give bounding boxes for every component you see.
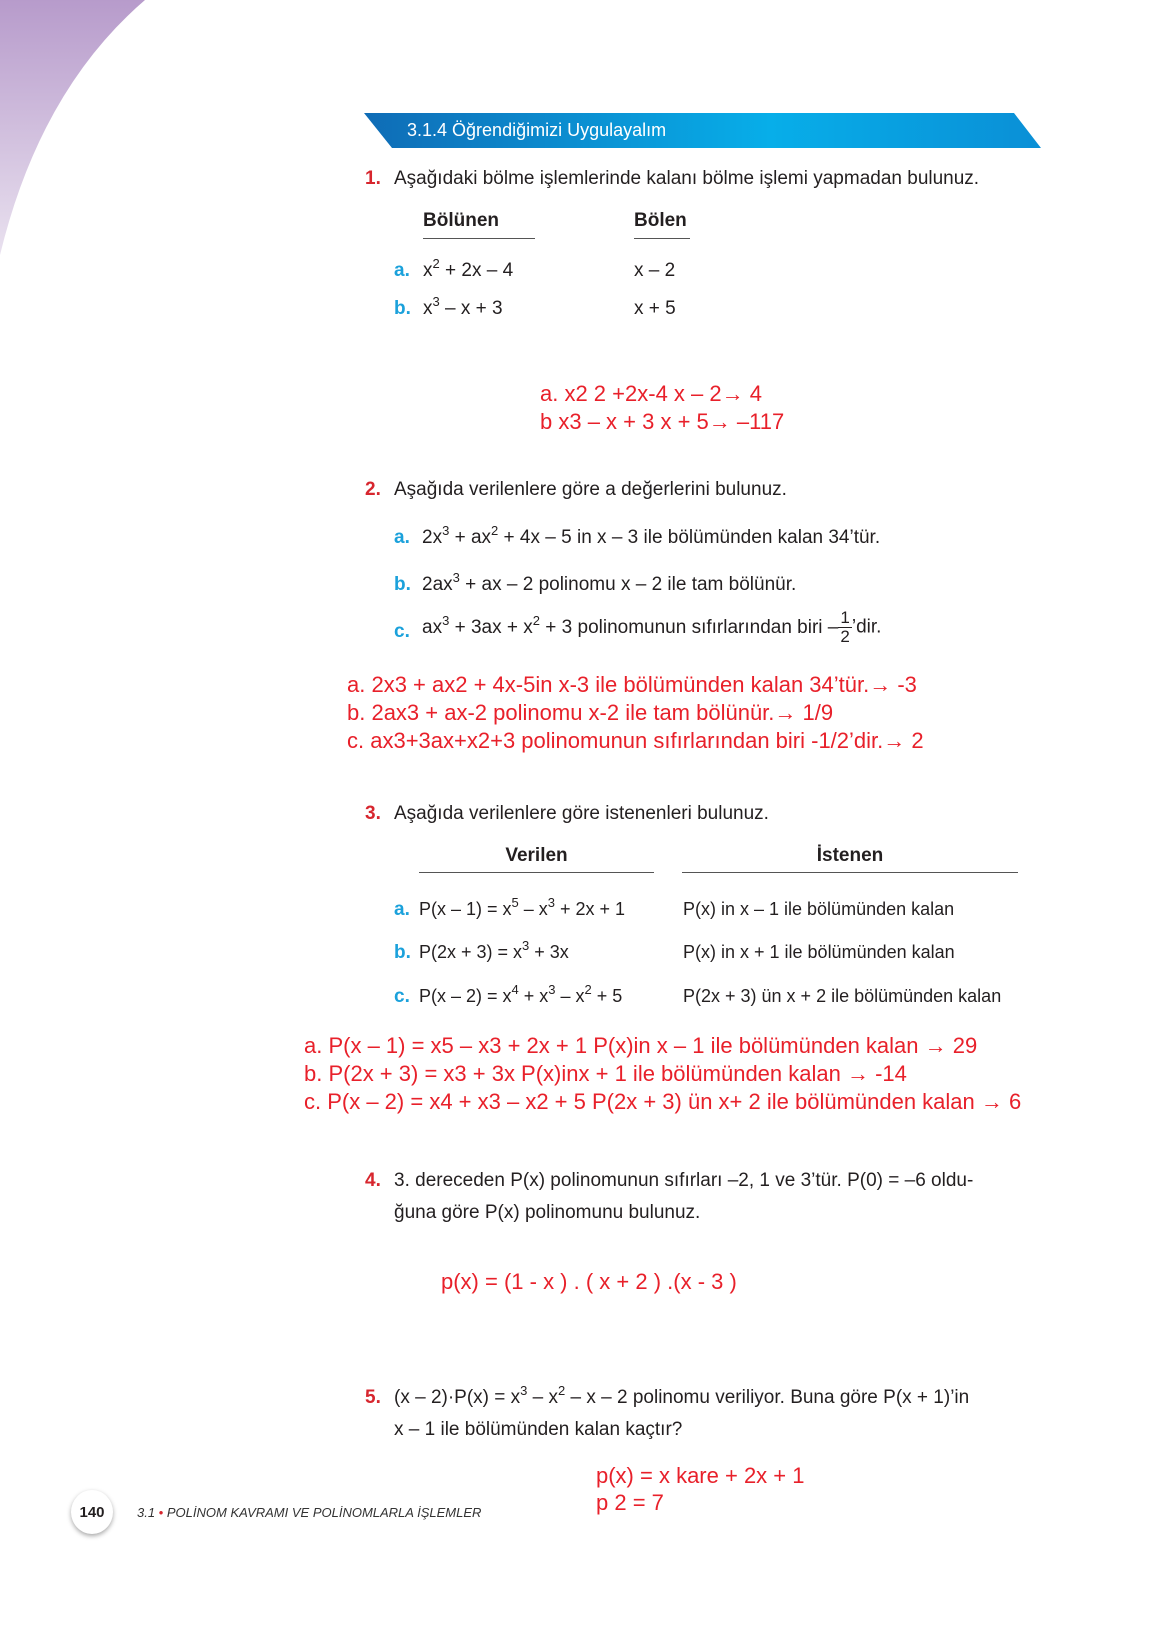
fraction-numerator: 1	[840, 608, 850, 627]
divider	[419, 872, 654, 873]
question-number: 4.	[365, 1170, 381, 1191]
exponent: 2	[558, 1383, 566, 1398]
expr-text: – x – 2 polinomu veriliyor. Buna göre P(x + 1)’in	[565, 1387, 970, 1408]
bullet: •	[158, 1505, 164, 1520]
exponent: 3	[442, 612, 450, 628]
question-text: Aşağıdaki bölme işlemlerinde kalanı bölme işlemi yapmadan bulunuz.	[394, 168, 980, 189]
divisor-expr: x – 2	[634, 260, 676, 281]
expr-text: + 3x	[529, 942, 569, 962]
divider	[423, 238, 535, 239]
exponent: 3	[547, 895, 556, 910]
expr-text: P(x – 1) = x	[419, 899, 512, 919]
expr	[422, 612, 839, 638]
question-text: ğuna göre P(x) polinomunu bulunuz.	[394, 1202, 701, 1223]
exponent: 3	[432, 294, 440, 309]
expr-text: x	[423, 298, 433, 319]
item-letter: a.	[394, 899, 410, 920]
exponent: 3	[548, 982, 556, 997]
expr-text: (x – 2)·P(x) = x	[394, 1387, 521, 1408]
corner-decoration	[0, 0, 200, 270]
divisor-expr: x + 5	[634, 298, 676, 319]
handwritten-answer: b x3 – x + 3 x + 5→ –117	[540, 409, 785, 434]
item-letter: a.	[394, 260, 410, 281]
question-number: 1.	[365, 168, 381, 189]
given-expr	[419, 895, 626, 920]
question-number: 5.	[365, 1387, 381, 1408]
handwritten-answer: b. P(2x + 3) = x3 + 3x P(x)inx + 1 ile bölümünden kalan → -14	[304, 1061, 907, 1086]
question-text: Aşağıda verilenlere göre istenenleri bulunuz.	[394, 803, 769, 824]
handwritten-answer: a. 2x3 + ax2 + 4x-5in x-3 ile bölümünden kalan 34’tür.→ -3	[347, 672, 917, 697]
exponent: 2	[532, 612, 540, 628]
exponent: 3	[442, 523, 450, 538]
item-letter: c.	[394, 621, 410, 642]
item-expr	[422, 523, 881, 549]
exponent: 3	[520, 1383, 528, 1398]
expr-text: – x	[555, 986, 585, 1006]
expr-text: 2x	[422, 527, 443, 548]
divider	[682, 872, 1018, 873]
expr-text: + ax – 2 polinomu x – 2 ile tam bölünür.	[459, 574, 797, 595]
expr-text: ax	[422, 616, 443, 638]
dividend-expr	[423, 294, 503, 320]
exponent: 4	[511, 982, 519, 997]
column-header-wanted: İstenen	[816, 845, 884, 866]
item-expr	[422, 570, 797, 596]
handwritten-answer: a. x2 2 +2x-4 x – 2→ 4	[540, 381, 762, 406]
column-header-given: Verilen	[505, 845, 568, 866]
expr-text: – x + 3	[439, 298, 503, 319]
item-letter: c.	[394, 986, 410, 1007]
wanted-expr: P(2x + 3) ün x + 2 ile bölümünden kalan	[683, 986, 1002, 1006]
item-letter: b.	[394, 574, 411, 595]
column-header-divisor: Bölen	[634, 210, 687, 231]
given-expr	[419, 938, 569, 963]
expr-text: + 4x – 5 in x – 3 ile bölümünden kalan 34’tür.	[498, 527, 881, 548]
expr-text: + 3ax + x	[449, 616, 533, 638]
handwritten-answer: a. P(x – 1) = x5 – x3 + 2x + 1 P(x)in x – 1 ile bölümünden kalan → 29	[304, 1033, 978, 1058]
expr-text: – x	[527, 1387, 559, 1408]
item-letter: a.	[394, 527, 410, 548]
expr-text: + x	[518, 986, 549, 1006]
expr-text: x	[423, 260, 433, 281]
exponent: 2	[432, 256, 440, 271]
section-title: 3.1.4 Öğrendiğimizi Uygulayalım	[407, 120, 667, 140]
question-number: 2.	[365, 479, 381, 500]
expr-text: + ax	[449, 527, 492, 548]
expr-text: + 2x – 4	[439, 260, 514, 281]
page-number: 140	[71, 1490, 113, 1534]
given-expr	[419, 982, 623, 1007]
expr-text: 2ax	[422, 574, 453, 595]
question-number: 3.	[365, 803, 381, 824]
question-text: x – 1 ile bölümünden kalan kaçtır?	[394, 1419, 683, 1440]
chapter-title: POLİNOM KAVRAMI VE POLİNOMLARLA İŞLEMLER	[166, 1505, 482, 1520]
divider	[634, 238, 690, 239]
suffix: ’dir.	[851, 616, 882, 638]
footer-chapter	[137, 1505, 481, 1520]
column-header-dividend: Bölünen	[423, 210, 499, 231]
item-letter: b.	[394, 298, 411, 319]
item-expr	[422, 609, 881, 646]
expr-text: + 3 polinomunun sıfırlarından biri –	[540, 616, 839, 638]
handwritten-answer: c. ax3+3ax+x2+3 polinomunun sıfırlarından biri -1/2’dir.→ 2	[347, 728, 924, 753]
dividend-expr	[423, 256, 514, 282]
expr-text: P(2x + 3) = x	[419, 942, 523, 962]
wanted-expr: P(x) in x – 1 ile bölümünden kalan	[683, 899, 955, 919]
expr-text: + 5	[591, 986, 623, 1006]
fraction-denominator: 2	[840, 627, 850, 646]
expr-text: – x	[518, 899, 548, 919]
question-text: 3. dereceden P(x) polinomunun sıfırları –2, 1 ve 3’tür. P(0) = –6 oldu-	[394, 1170, 974, 1191]
question-text	[394, 1383, 970, 1409]
exponent: 5	[511, 895, 519, 910]
section-number: 3.1	[137, 1505, 156, 1520]
handwritten-answer: b. 2ax3 + ax-2 polinomu x-2 ile tam bölünür.→ 1/9	[347, 700, 834, 725]
handwritten-answer: c. P(x – 2) = x4 + x3 – x2 + 5 P(2x + 3) ün x+ 2 ile bölümünden kalan → 6	[304, 1089, 1022, 1114]
fraction	[838, 609, 851, 646]
expr-text: P(x – 2) = x	[419, 986, 512, 1006]
question-text: Aşağıda verilenlere göre a değerlerini bulunuz.	[394, 479, 787, 500]
exponent: 3	[452, 570, 460, 585]
item-letter: b.	[394, 942, 411, 963]
handwritten-answer: p(x) = (1 - x ) . ( x + 2 ) .(x - 3 )	[441, 1269, 737, 1294]
exponent: 3	[522, 938, 530, 953]
handwritten-answer: p 2 = 7	[596, 1490, 664, 1515]
handwritten-answer: p(x) = x kare + 2x + 1	[596, 1463, 805, 1488]
exponent: 2	[584, 982, 592, 997]
wanted-expr: P(x) in x + 1 ile bölümünden kalan	[683, 942, 955, 962]
expr-text: + 2x + 1	[555, 899, 626, 919]
exponent: 2	[491, 523, 499, 538]
